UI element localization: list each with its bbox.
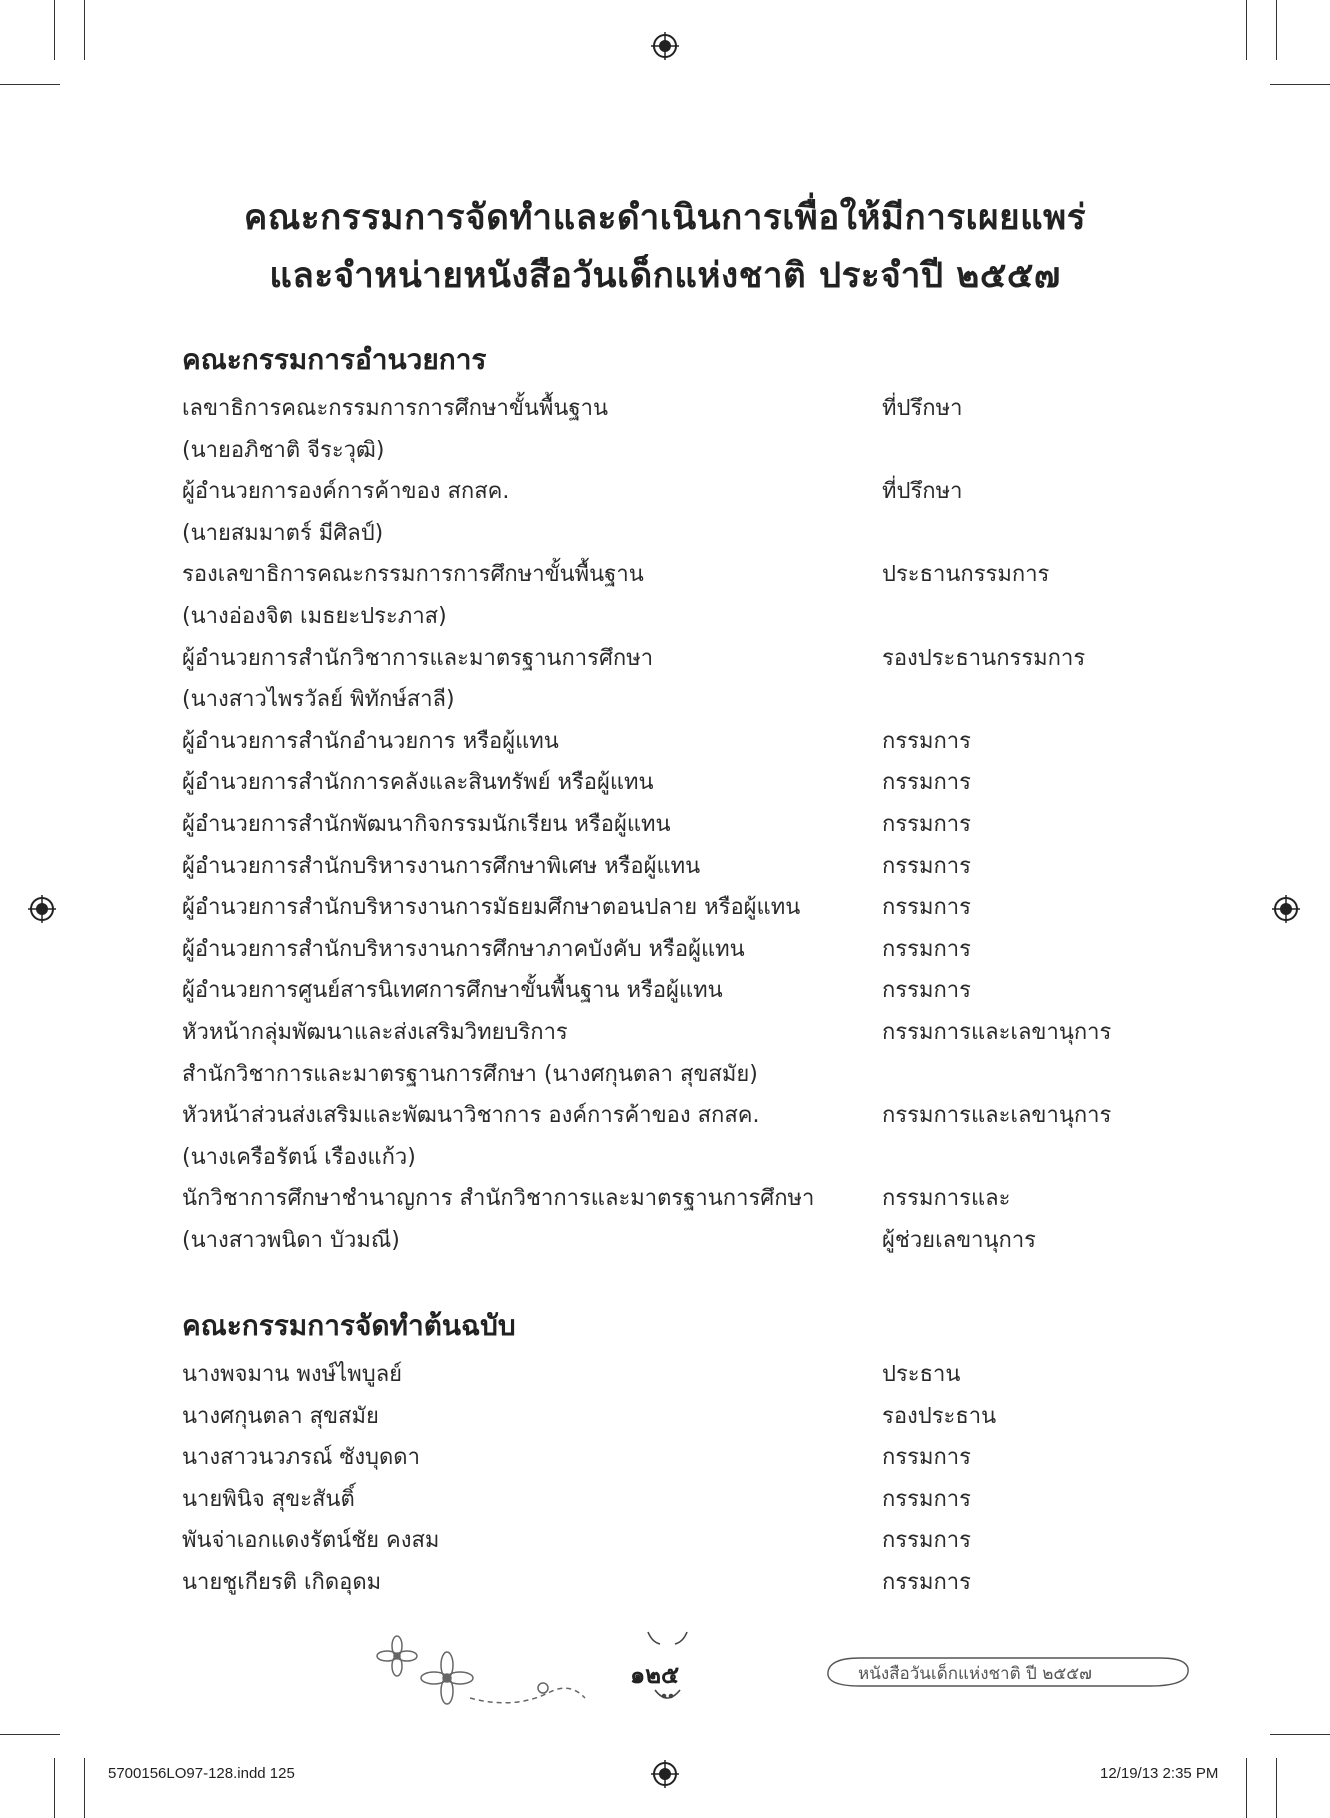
crop-mark <box>0 84 60 85</box>
member-role: ที่ปรึกษา <box>882 396 963 421</box>
committee-row <box>182 1056 1182 1096</box>
member-position: พันจ่าเอกแดงรัตน์ชัย คงสม <box>182 1528 440 1554</box>
registration-mark-icon <box>28 895 56 923</box>
member-role: กรรมการ <box>882 978 971 1004</box>
committee-row <box>182 848 1182 888</box>
member-role: กรรมการ <box>882 812 971 837</box>
committee-row <box>182 1139 1182 1179</box>
crop-mark <box>1246 1758 1247 1818</box>
member-role: ประธานกรรมการ <box>882 562 1050 588</box>
member-position: (นางอ่องจิต เมธยะประภาส) <box>182 604 447 629</box>
committee-row <box>182 1481 1182 1521</box>
member-role: กรรมการและ <box>882 1186 1011 1212</box>
member-role: กรรมการ <box>882 895 971 921</box>
committee-row <box>182 681 1182 721</box>
committee-row <box>182 889 1182 929</box>
member-position: นายพินิจ สุขะสันติ์ <box>182 1486 355 1512</box>
crop-mark <box>1270 84 1330 85</box>
committee-row <box>182 972 1182 1012</box>
member-position: (นายสมมาตร์ มีศิลป์) <box>182 520 384 546</box>
crop-mark <box>84 1758 85 1818</box>
member-position: นางพจมาน พงษ์ไพบูลย์ <box>182 1362 403 1387</box>
committee-row <box>182 931 1182 971</box>
member-role: ผู้ช่วยเลขานุการ <box>882 1228 1036 1253</box>
registration-mark-icon <box>1272 895 1300 923</box>
registration-mark-icon <box>651 1760 679 1788</box>
crop-mark <box>1276 1758 1277 1818</box>
committee-row <box>182 556 1182 596</box>
member-position: ผู้อำนวยการสำนักวิชาการและมาตรฐานการศึกษา <box>182 645 654 671</box>
committee-row <box>182 1180 1182 1220</box>
member-position: หัวหน้ากลุ่มพัฒนาและส่งเสริมวิทยบริการ <box>182 1020 568 1045</box>
member-role: กรรมการ <box>882 770 971 796</box>
member-position: (นางสาวพนิดา บัวมณี) <box>182 1228 400 1253</box>
member-role: กรรมการ <box>882 1570 971 1595</box>
committee-row <box>182 1014 1182 1054</box>
page-title-line-2: และจำหน่ายหนังสือวันเด็กแห่งชาติ ประจำปี ๒๕๕๗ <box>269 256 1061 296</box>
committee-row <box>182 1522 1182 1562</box>
page-number: ๑๒๕ <box>630 1661 680 1689</box>
member-position: ผู้อำนวยการสำนักการคลังและสินทรัพย์ หรือผู้แทน <box>182 770 654 796</box>
member-position: นางศกุนตลา สุขสมัย <box>182 1403 379 1429</box>
member-role: ประธาน <box>882 1362 961 1387</box>
crop-mark <box>1246 0 1247 60</box>
committee-row <box>182 1356 1182 1396</box>
member-position: นักวิชาการศึกษาชำนาญการ สำนักวิชาการและมาตรฐานการศึกษา <box>182 1186 815 1212</box>
member-position: ผู้อำนวยการสำนักบริหารงานการมัธยมศึกษาตอนปลาย หรือผู้แทน <box>182 895 801 921</box>
committee-row <box>182 390 1182 430</box>
file-info: 5700156LO97-128.indd 125 <box>108 1765 295 1782</box>
member-position: ผู้อำนวยการสำนักพัฒนากิจกรรมนักเรียน หรือผู้แทน <box>182 812 671 837</box>
committee-row <box>182 473 1182 513</box>
member-position: ผู้อำนวยการสำนักบริหารงานการศึกษาพิเศษ หรือผู้แทน <box>182 853 701 879</box>
member-role: กรรมการ <box>882 936 971 962</box>
member-position: เลขาธิการคณะกรรมการการศึกษาขั้นพื้นฐาน <box>182 396 608 421</box>
member-role: ที่ปรึกษา <box>882 479 963 505</box>
member-role: กรรมการ <box>882 1528 971 1554</box>
crop-mark <box>84 0 85 60</box>
member-position: ผู้อำนวยการสำนักบริหารงานการศึกษาภาคบังคับ หรือผู้แทน <box>182 936 745 962</box>
book-name: หนังสือวันเด็กแห่งชาติ ปี ๒๕๕๗ <box>858 1664 1092 1684</box>
crop-mark <box>0 1734 60 1735</box>
crop-mark <box>1276 0 1277 60</box>
print-timestamp: 12/19/13 2:35 PM <box>1100 1765 1219 1782</box>
member-role: รองประธาน <box>882 1403 997 1429</box>
member-role: รองประธานกรรมการ <box>882 645 1086 671</box>
committee-row <box>182 1222 1182 1262</box>
page-title-line-1: คณะกรรมการจัดทำและดำเนินการเพื่อให้มีการเผยแพร่ <box>243 198 1087 238</box>
committee-row <box>182 723 1182 763</box>
committee-row <box>182 598 1182 638</box>
member-position: (นายอภิชาติ จีระวุฒิ) <box>182 437 385 463</box>
registration-mark-icon <box>651 32 679 60</box>
member-role: กรรมการ <box>882 1445 971 1471</box>
member-role: กรรมการ <box>882 728 971 754</box>
section-heading: คณะกรรมการอำนวยการ <box>182 343 487 376</box>
committee-row <box>182 640 1182 680</box>
crop-mark <box>1270 1734 1330 1735</box>
member-role: กรรมการและเลขานุการ <box>882 1103 1112 1129</box>
committee-row <box>182 1097 1182 1137</box>
crop-mark <box>54 0 55 60</box>
committee-row <box>182 1439 1182 1479</box>
member-position: หัวหน้าส่วนส่งเสริมและพัฒนาวิชาการ องค์การค้าของ สกสค. <box>182 1103 760 1129</box>
committee-row <box>182 1398 1182 1438</box>
member-position: ผู้อำนวยการสำนักอำนวยการ หรือผู้แทน <box>182 728 559 754</box>
committee-row <box>182 432 1182 472</box>
crop-mark <box>54 1758 55 1818</box>
member-position: (นางสาวไพรวัลย์ พิทักษ์สาลี) <box>182 687 455 713</box>
member-position: ผู้อำนวยการศูนย์สารนิเทศการศึกษาขั้นพื้นฐาน หรือผู้แทน <box>182 978 723 1004</box>
member-role: กรรมการ <box>882 1486 971 1512</box>
member-role: กรรมการ <box>882 853 971 879</box>
member-position: นางสาวนวภรณ์ ซังบุดดา <box>182 1445 420 1471</box>
member-position: ผู้อำนวยการองค์การค้าของ สกสค. <box>182 479 510 505</box>
member-role: กรรมการและเลขานุการ <box>882 1020 1112 1045</box>
member-position: สำนักวิชาการและมาตรฐานการศึกษา (นางศกุนตลา สุขสมัย) <box>182 1061 758 1087</box>
section-heading: คณะกรรมการจัดทำต้นฉบับ <box>182 1309 516 1342</box>
committee-row <box>182 764 1182 804</box>
member-position: นายชูเกียรติ เกิดอุดม <box>182 1570 382 1595</box>
member-position: (นางเครือรัตน์ เรืองแก้ว) <box>182 1144 416 1170</box>
member-position: รองเลขาธิการคณะกรรมการการศึกษาขั้นพื้นฐาน <box>182 562 644 588</box>
committee-row <box>182 806 1182 846</box>
flower-decoration-icon <box>375 1630 625 1710</box>
committee-row <box>182 1564 1182 1604</box>
committee-row <box>182 515 1182 555</box>
